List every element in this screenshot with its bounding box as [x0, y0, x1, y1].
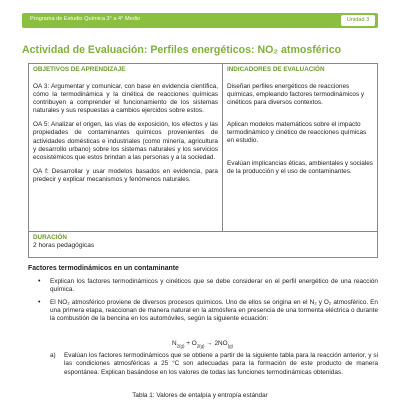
eq-reactant-n: N [172, 340, 177, 347]
page-title: Actividad de Evaluación: Perfiles energéticos: NO₂ atmosférico [22, 44, 342, 56]
bullet-text: Explican los factores termodinámicos y cinéticos que se debe considerar en el perfil energético de una reacción química. [50, 278, 378, 294]
duration-value: 2 horas pedagógicas [33, 242, 95, 249]
eq-plus-o: + O [184, 340, 197, 347]
program-title: Programa de Estudio Química 3° a 4° Medio [30, 16, 141, 22]
sub-item-text: Evalúan los factores termodinámicos que se obtiene a partir de la siguiente tabla para la reacción anterior, y si las condiciones atmosféricas a 25 °C son adecuadas para la formación de este producto de manera espontánea. Explican basándose en los valores de todas las funciones termodinámicas obtenidas. [64, 352, 378, 376]
list-item [38, 299, 378, 324]
sub-item-letter: a) [50, 352, 56, 359]
objective-oa3: OA 3: Argumentar y comunicar, con base en evidencia científica, cómo la termodinámica y la cinética de reacciones químicas contribuyen a comprender el funcionamiento de los sistemas naturales y sus respuestas a cambios ejercidos sobre estos. [33, 83, 218, 115]
list-item [38, 278, 378, 295]
eq-reactant-n-sub: 2(g) [176, 343, 185, 349]
indicators-cell [223, 64, 378, 232]
objective-oaf: OA f: Desarrollar y usar modelos basados en evidencia, para predecir y explicar mecanismos y fenómenos naturales. [33, 167, 218, 183]
eq-product: 2NO [214, 340, 228, 347]
indicator-2: Aplican modelos matemáticos sobre el impacto termodinámico y cinético de reacciones químicas en estudio. [227, 121, 367, 145]
duration-header: DURACIÓN [33, 234, 67, 241]
bullet-text: El NO₂ atmosférico proviene de diversos procesos químicos. Uno de ellos se origina en el N₂ y O₂ atmosférico. En una primera etapa, reaccionan de manera natural en la atmósfera en presencia de una tormenta eléctrica o durante la combustión de la bencina en los automóviles, según la siguiente ecuación: [50, 298, 378, 323]
duration-cell [29, 232, 378, 258]
table-caption: Tabla 1: Valores de entalpía y entropía estándar [132, 392, 268, 399]
objectives-table [28, 63, 378, 258]
bullet-list [38, 278, 378, 327]
indicators-header: INDICADORES DE EVALUACIÓN [227, 66, 325, 73]
objectives-cell [29, 64, 223, 232]
bullet-icon: • [38, 298, 41, 306]
eq-reactant-o-sub: 2(g) [196, 343, 205, 349]
bullet-icon: • [38, 278, 41, 285]
objectives-header: OBJETIVOS DE APRENDIZAJE [33, 66, 126, 73]
section-title: Factores termodinámicos en un contaminante [28, 265, 179, 272]
objective-oa5: OA 5: Analizar el origen, las vías de exposición, los efectos y las propiedades de contaminantes químicos provenientes de actividades domésticas e industriales (como minería, agricultura y desarrollo urbano) sobre los sistemas naturales y los servicios ecosistémicos que estos brindan a las personas y a la sociedad. [33, 121, 218, 161]
eq-arrow: → [204, 340, 215, 347]
chemical-equation [172, 340, 233, 348]
sub-item-a [50, 352, 378, 377]
unit-badge: Unidad 3 [341, 15, 375, 26]
indicator-3: Evalúan implicancias éticas, ambientales y sociales de la producción y el uso de contaminantes. [227, 159, 373, 175]
eq-product-sub: (g) [227, 343, 233, 349]
header-bar [22, 13, 378, 28]
indicator-1: Diseñan perfiles energéticos de reacciones químicas, empleando factores termodinámicos y cinéticos para diversos contextos. [227, 83, 365, 107]
